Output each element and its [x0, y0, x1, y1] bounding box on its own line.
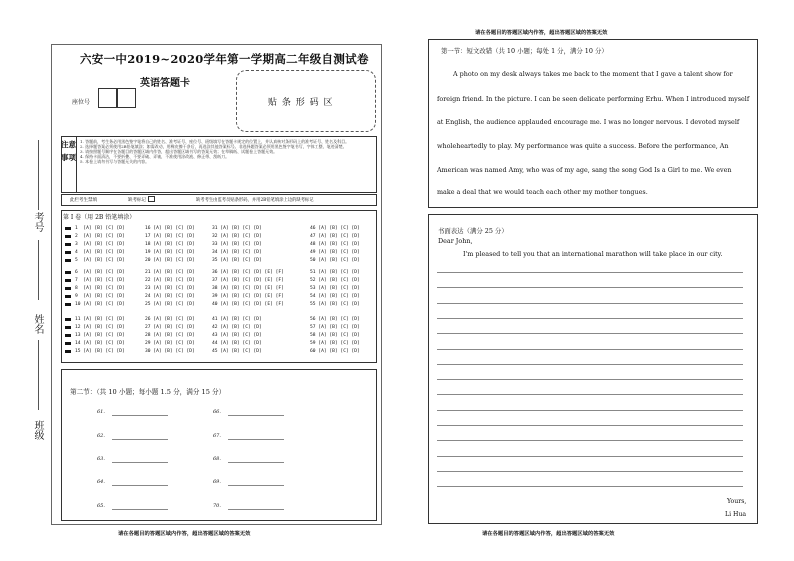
writing-line[interactable] — [437, 486, 743, 487]
fill-number: 64. — [97, 479, 105, 485]
mcq-item[interactable]: 40 [A] [B] [C] [D] [E] [F] — [212, 302, 284, 307]
fill-number: 68. — [213, 456, 221, 462]
writing-signature: Li Hua — [725, 511, 747, 518]
fill-number: 65. — [97, 503, 105, 509]
side-label-xingming: 姓名 — [32, 314, 43, 334]
fill-answer-line[interactable] — [228, 509, 284, 510]
fill-number: 62. — [97, 433, 105, 439]
mcq-item[interactable]: 7 [A] [B] [C] [D] — [75, 278, 125, 283]
note-1: 1. 答题前，考生务必用黑色签字笔将自己的姓名、准考证号、座位号、班级填写在答题卡规定的位置上，并认真核对条形码上的准考证号、姓名及科目。 — [80, 139, 350, 144]
timing-mark-icon — [65, 295, 71, 298]
mcq-item[interactable]: 16 [A] [B] [C] [D] — [145, 226, 195, 231]
side-label-banji: 班级 — [32, 420, 43, 440]
writing-line[interactable] — [437, 333, 743, 334]
fill-number: 66. — [213, 409, 221, 415]
mcq-item[interactable]: 28 [A] [B] [C] [D] — [145, 333, 195, 338]
mcq-item[interactable]: 42 [A] [B] [C] [D] — [212, 325, 262, 330]
mcq-item[interactable]: 26 [A] [B] [C] [D] — [145, 317, 195, 322]
timing-mark-icon — [65, 279, 71, 282]
fill-answer-line[interactable] — [228, 415, 284, 416]
notes-list — [80, 139, 374, 164]
mcq-item[interactable]: 45 [A] [B] [C] [D] — [212, 349, 262, 354]
side-line-mid2 — [38, 340, 39, 410]
writing-closing: Yours, — [727, 498, 747, 505]
mcq-item[interactable]: 60 [A] [B] [C] [D] — [310, 349, 360, 354]
mcq-item[interactable]: 9 [A] [B] [C] [D] — [75, 294, 125, 299]
mcq-item[interactable]: 18 [A] [B] [C] [D] — [145, 242, 195, 247]
mcq-item[interactable]: 33 [A] [B] [C] [D] — [212, 242, 262, 247]
mcq-item[interactable]: 44 [A] [B] [C] [D] — [212, 341, 262, 346]
section1-title: 第 I 卷（用 2B 铅笔填涂） — [63, 214, 136, 221]
writing-line[interactable] — [437, 456, 743, 457]
mcq-item[interactable]: 52 [A] [B] [C] [D] — [310, 278, 360, 283]
writing-first-line: I'm pleased to tell you that an international marathon will take place in our city. — [463, 250, 723, 258]
mcq-item[interactable]: 58 [A] [B] [C] [D] — [310, 333, 360, 338]
mcq-item[interactable]: 21 [A] [B] [C] [D] — [145, 270, 195, 275]
timing-mark-icon — [65, 334, 71, 337]
correction-line: American was named Amy, who was of my age, sang the song God Is a Girl to me. We even — [437, 166, 732, 174]
mcq-item[interactable]: 29 [A] [B] [C] [D] — [145, 341, 195, 346]
fill-number: 61. — [97, 409, 105, 415]
mcq-item[interactable]: 56 [A] [B] [C] [D] — [310, 317, 360, 322]
mcq-item[interactable]: 8 [A] [B] [C] [D] — [75, 286, 125, 291]
fill-answer-line[interactable] — [228, 462, 284, 463]
mcq-item[interactable]: 12 [A] [B] [C] [D] — [75, 325, 125, 330]
mcq-item[interactable]: 14 [A] [B] [C] [D] — [75, 341, 125, 346]
mcq-item[interactable]: 37 [A] [B] [C] [D] [E] [F] — [212, 278, 284, 283]
fill-number: 70. — [213, 503, 221, 509]
mcq-item[interactable]: 35 [A] [B] [C] [D] — [212, 258, 262, 263]
note-2: 2. 选择题答案必须使用2B铅笔填涂；如需改动，用橡皮擦干净后，再选涂其他答案标号。非选择题答案必须用黑色签字笔书写，字体工整、笔迹清楚。 — [80, 144, 347, 149]
notes-title: 注意事项 — [61, 136, 77, 193]
mcq-item[interactable]: 53 [A] [B] [C] [D] — [310, 286, 360, 291]
timing-mark-icon — [65, 318, 71, 321]
mcq-item[interactable]: 54 [A] [B] [C] [D] — [310, 294, 360, 299]
fill-answer-line[interactable] — [112, 462, 168, 463]
mcq-item[interactable]: 43 [A] [B] [C] [D] — [212, 333, 262, 338]
fill-number: 69. — [213, 479, 221, 485]
timing-mark-icon — [65, 251, 71, 254]
note-4: 4. 保持卡面清洁，不要折叠、不要弄破、弄皱，不准使用涂改液、修正带、刮纸刀。 — [80, 154, 230, 159]
fill-answer-line[interactable] — [112, 509, 168, 510]
mcq-item[interactable]: 55 [A] [B] [C] [D] — [310, 302, 360, 307]
writing-greeting: Dear John, — [438, 237, 473, 245]
mcq-item[interactable]: 1 [A] [B] [C] [D] — [75, 226, 125, 231]
writing-line[interactable] — [437, 425, 743, 426]
absent-checkbox[interactable] — [148, 196, 155, 202]
mcq-item[interactable]: 51 [A] [B] [C] [D] — [310, 270, 360, 275]
timing-mark-icon — [65, 259, 71, 262]
mcq-item[interactable]: 24 [A] [B] [C] [D] — [145, 294, 195, 299]
mcq-item[interactable]: 32 [A] [B] [C] [D] — [212, 234, 262, 239]
exam-title: 六安一中2019~2020学年第一学期高二年级自测试卷 — [80, 52, 369, 66]
mcq-item[interactable]: 48 [A] [B] [C] [D] — [310, 242, 360, 247]
mcq-item[interactable]: 36 [A] [B] [C] [D] [E] [F] — [212, 270, 284, 275]
writing-line[interactable] — [437, 287, 743, 288]
mcq-item[interactable]: 30 [A] [B] [C] [D] — [145, 349, 195, 354]
mcq-item[interactable]: 46 [A] [B] [C] [D] — [310, 226, 360, 231]
timing-mark-icon — [65, 235, 71, 238]
correction-line: foreign friend. In the picture. I can be seen delicate performing Erhu. When I introduced myself — [437, 95, 750, 103]
timing-mark-icon — [65, 227, 71, 230]
writing-line[interactable] — [437, 440, 743, 441]
correction-line: A photo on my desk always takes me back to the moment that I gave a talent show for — [453, 70, 733, 78]
writing-line[interactable] — [437, 303, 743, 304]
note-3: 3. 请按照题号顺序在各题目的答题区域内作答，超出答题区域书写的答案无效；在草稿纸、试题卷上答题无效。 — [80, 149, 278, 154]
absent-label: 此栏考生禁填 — [70, 198, 97, 203]
correction-line: wholeheartedly to play. My performance was quite a success. Before the performance, An — [437, 142, 729, 150]
mcq-item[interactable]: 19 [A] [B] [C] [D] — [145, 250, 195, 255]
mcq-item[interactable]: 20 [A] [B] [C] [D] — [145, 258, 195, 263]
correction-title: 第一节：短文改错（共 10 小题；每处 1 分，满分 10 分） — [441, 47, 608, 55]
timing-mark-icon — [65, 342, 71, 345]
writing-line[interactable] — [437, 318, 743, 319]
card-title: 英语答题卡 — [140, 78, 190, 89]
mcq-item[interactable]: 15 [A] [B] [C] [D] — [75, 349, 125, 354]
mcq-item[interactable]: 10 [A] [B] [C] [D] — [75, 302, 125, 307]
fill-answer-line[interactable] — [228, 485, 284, 486]
writing-title: 书面表达（满分 25 分） — [438, 227, 508, 235]
seat-label: 座位号 — [72, 99, 91, 106]
header-notice-right: 请在各题目的答题区域内作答，超出答题区域的答案无效 — [475, 30, 608, 36]
mcq-item[interactable]: 6 [A] [B] [C] [D] — [75, 270, 125, 275]
timing-mark-icon — [65, 243, 71, 246]
mcq-item[interactable]: 5 [A] [B] [C] [D] — [75, 258, 125, 263]
mcq-item[interactable]: 17 [A] [B] [C] [D] — [145, 234, 195, 239]
mcq-item[interactable]: 41 [A] [B] [C] [D] — [212, 317, 262, 322]
mcq-item[interactable]: 4 [A] [B] [C] [D] — [75, 250, 125, 255]
section2-title: 第二节：（共 10 小题；每小题 1.5 分，满分 15 分） — [70, 388, 226, 396]
writing-box — [428, 214, 758, 524]
mcq-item[interactable]: 57 [A] [B] [C] [D] — [310, 325, 360, 330]
fill-answer-line[interactable] — [112, 439, 168, 440]
timing-mark-icon — [65, 271, 71, 274]
mcq-item[interactable]: 39 [A] [B] [C] [D] [E] [F] — [212, 294, 284, 299]
correction-line: make a deal that we would teach each other my mother tongues. — [437, 188, 648, 196]
mcq-item[interactable]: 22 [A] [B] [C] [D] — [145, 278, 195, 283]
mcq-item[interactable]: 25 [A] [B] [C] [D] — [145, 302, 195, 307]
mcq-item[interactable]: 31 [A] [B] [C] [D] — [212, 226, 262, 231]
absent-mark-label: 缺考标记 — [128, 198, 146, 203]
absent-note: 缺考考生由监考员贴条形码，并用2B铅笔填涂上边的缺考标记 — [196, 198, 314, 203]
mcq-item[interactable]: 2 [A] [B] [C] [D] — [75, 234, 125, 239]
timing-mark-icon — [65, 350, 71, 353]
mcq-item[interactable]: 3 [A] [B] [C] [D] — [75, 242, 125, 247]
mcq-item[interactable]: 59 [A] [B] [C] [D] — [310, 341, 360, 346]
mcq-item[interactable]: 27 [A] [B] [C] [D] — [145, 325, 195, 330]
fill-number: 67. — [213, 433, 221, 439]
mcq-item[interactable]: 49 [A] [B] [C] [D] — [310, 250, 360, 255]
side-line-top — [38, 140, 39, 210]
timing-mark-icon — [65, 287, 71, 290]
mcq-item[interactable]: 50 [A] [B] [C] [D] — [310, 258, 360, 263]
writing-line[interactable] — [437, 272, 743, 273]
correction-line: at English, the audience applauded encourage me. I was no longer nervous. I devoted myself — [437, 118, 740, 126]
mcq-item[interactable]: 13 [A] [B] [C] [D] — [75, 333, 125, 338]
mcq-item[interactable]: 34 [A] [B] [C] [D] — [212, 250, 262, 255]
fill-number: 63. — [97, 456, 105, 462]
side-line-mid1 — [38, 240, 39, 300]
seat-box-1[interactable] — [98, 88, 117, 108]
mcq-item[interactable]: 23 [A] [B] [C] [D] — [145, 286, 195, 291]
writing-line[interactable] — [437, 394, 743, 395]
writing-line[interactable] — [437, 410, 743, 411]
writing-line[interactable] — [437, 349, 743, 350]
fill-answer-line[interactable] — [228, 439, 284, 440]
note-5: 5. 本卷上请勿书写与答题无关的内容。 — [80, 159, 150, 164]
footer-notice-right: 请在各题目的答题区域内作答，超出答题区域的答案无效 — [482, 531, 615, 537]
side-label-kaohao: 考号 — [32, 212, 43, 232]
mcq-item[interactable]: 38 [A] [B] [C] [D] [E] [F] — [212, 286, 284, 291]
seat-box-2[interactable] — [117, 88, 136, 108]
writing-line[interactable] — [437, 471, 743, 472]
timing-mark-icon — [65, 326, 71, 329]
fill-answer-line[interactable] — [112, 485, 168, 486]
writing-line[interactable] — [437, 364, 743, 365]
writing-line[interactable] — [437, 379, 743, 380]
mcq-item[interactable]: 11 [A] [B] [C] [D] — [75, 317, 125, 322]
fill-answer-line[interactable] — [112, 415, 168, 416]
timing-mark-icon — [65, 303, 71, 306]
barcode-label: 贴 条 形 码 区 — [268, 98, 334, 108]
mcq-item[interactable]: 47 [A] [B] [C] [D] — [310, 234, 360, 239]
footer-notice-left: 请在各题目的答题区域内作答，超出答题区域的答案无效 — [118, 531, 251, 537]
